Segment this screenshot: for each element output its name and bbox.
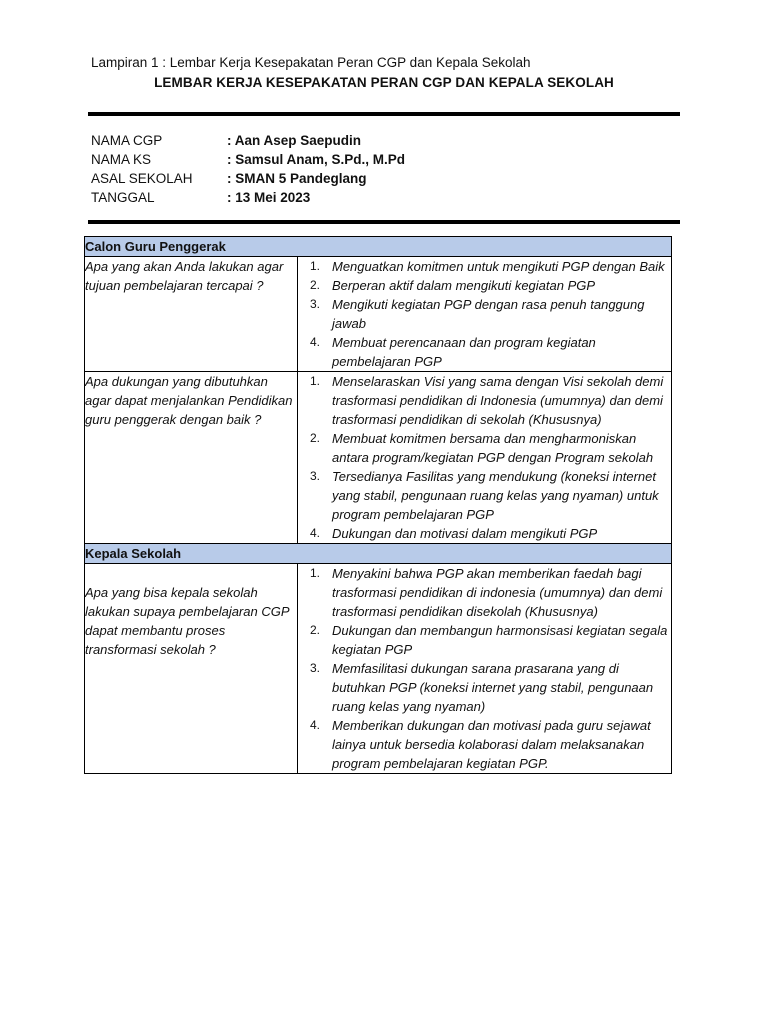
list-item: 3. Memfasilitasi dukungan sarana prasarana yang di butuhkan PGP (koneksi internet yang stabil, pengunaan ruang kelas yang nyaman) xyxy=(298,659,671,716)
list-item: 4. Dukungan dan motivasi dalam mengikuti PGP xyxy=(298,524,671,543)
list-item: 3. Mengikuti kegiatan PGP dengan rasa penuh tanggung jawab xyxy=(298,295,671,333)
answer-text: Memfasilitasi dukungan sarana prasarana yang di butuhkan PGP (koneksi internet yang stabil, pengunaan ruang kelas yang nyaman) xyxy=(332,661,654,714)
info-value: : SMAN 5 Pandeglang xyxy=(227,169,367,188)
list-item: 1. Menguatkan komitmen untuk mengikuti PGP dengan Baik xyxy=(298,257,671,276)
info-row-tanggal xyxy=(91,188,405,207)
list-item: 3. Tersedianya Fasilitas yang mendukung (koneksi internet yang stabil, pengunaan ruang kelas yang nyaman) untuk program pembelajaran PGP xyxy=(298,467,671,524)
answer-text: Mengikuti kegiatan PGP dengan rasa penuh tanggung jawab xyxy=(332,297,645,331)
list-item: 4. Membuat perencanaan dan program kegiatan pembelajaran PGP xyxy=(298,333,671,371)
info-value: : Samsul Anam, S.Pd., M.Pd xyxy=(227,150,405,169)
list-item: 2. Berperan aktif dalam mengikuti kegiatan PGP xyxy=(298,276,671,295)
answer-text: Membuat perencanaan dan program kegiatan pembelajaran PGP xyxy=(332,335,596,369)
info-value: : 13 Mei 2023 xyxy=(227,188,310,207)
info-label: TANGGAL xyxy=(91,190,155,205)
answer-text: Berperan aktif dalam mengikuti kegiatan PGP xyxy=(332,278,596,293)
question-cell: Apa yang bisa kepala sekolah lakukan supaya pembelajaran CGP dapat membantu proses transformasi sekolah ? xyxy=(85,564,298,774)
answer-text: Tersedianya Fasilitas yang mendukung (koneksi internet yang stabil, pengunaan ruang kelas yang nyaman) untuk program pembelajaran PGP xyxy=(332,469,659,522)
table-row xyxy=(85,372,672,544)
section-header-row xyxy=(85,544,672,564)
answer-text: Menguatkan komitmen untuk mengikuti PGP dengan Baik xyxy=(332,259,665,274)
answer-text: Menyakini bahwa PGP akan memberikan faedah bagi trasformasi pendidikan di indonesia (umumnya) dan demi trasformasi pendidikan disekolah (Khususnya) xyxy=(332,566,663,619)
identity-block xyxy=(91,131,405,207)
agreement-table xyxy=(84,236,672,774)
info-value: : Aan Asep Saepudin xyxy=(227,131,361,150)
answer-text: Dukungan dan motivasi dalam mengikuti PGP xyxy=(332,526,598,541)
info-label: ASAL SEKOLAH xyxy=(91,171,193,186)
answer-text: Memberikan dukungan dan motivasi pada guru sejawat lainya untuk bersedia kolaborasi dalam melaksanakan program pembelajaran kegiatan PGP. xyxy=(332,718,651,771)
table-row xyxy=(85,564,672,774)
question-cell: Apa dukungan yang dibutuhkan agar dapat menjalankan Pendidikan guru penggerak dengan baik ? xyxy=(85,372,298,544)
section-heading-kepala-sekolah: Kepala Sekolah xyxy=(85,544,672,564)
section-heading-cgp: Calon Guru Penggerak xyxy=(85,237,672,257)
info-row-nama-cgp xyxy=(91,131,405,150)
info-label: NAMA CGP xyxy=(91,133,163,148)
list-item: 1. Menyakini bahwa PGP akan memberikan faedah bagi trasformasi pendidikan di indonesia (umumnya) dan demi trasformasi pendidikan disekolah (Khususnya) xyxy=(298,564,671,621)
info-label: NAMA KS xyxy=(91,152,152,167)
answer-list xyxy=(298,257,671,371)
question-cell: Apa yang akan Anda lakukan agar tujuan pembelajaran tercapai ? xyxy=(85,257,298,372)
list-item: 2. Dukungan dan membangun harmonsisasi kegiatan segala kegiatan PGP xyxy=(298,621,671,659)
answer-text: Dukungan dan membangun harmonsisasi kegiatan segala kegiatan PGP xyxy=(332,623,668,657)
top-divider xyxy=(88,112,680,116)
list-item: 1. Menselaraskan Visi yang sama dengan Visi sekolah demi trasformasi pendidikan di Indonesia (umumnya) dan demi trasformasi pendidikan di sekolah (Khususnya) xyxy=(298,372,671,429)
table-row xyxy=(85,257,672,372)
attachment-caption: Lampiran 1 : Lembar Kerja Kesepakatan Peran CGP dan Kepala Sekolah xyxy=(91,55,531,70)
answer-list xyxy=(298,564,671,773)
answer-cell xyxy=(298,564,672,774)
list-item: 2. Membuat komitmen bersama dan mengharmoniskan antara program/kegiatan PGP dengan Program sekolah xyxy=(298,429,671,467)
list-item: 4. Memberikan dukungan dan motivasi pada guru sejawat lainya untuk bersedia kolaborasi dalam melaksanakan program pembelajaran kegiatan PGP. xyxy=(298,716,671,773)
answer-text: Menselaraskan Visi yang sama dengan Visi sekolah demi trasformasi pendidikan di Indonesia (umumnya) dan demi trasformasi pendidikan di sekolah (Khususnya) xyxy=(332,374,664,427)
answer-list xyxy=(298,372,671,543)
answer-cell xyxy=(298,372,672,544)
document-title: LEMBAR KERJA KESEPAKATAN PERAN CGP DAN KEPALA SEKOLAH xyxy=(154,75,614,90)
info-row-nama-ks xyxy=(91,150,405,169)
answer-text: Membuat komitmen bersama dan mengharmoniskan antara program/kegiatan PGP dengan Program sekolah xyxy=(332,431,654,465)
bottom-divider xyxy=(88,220,680,224)
answer-cell xyxy=(298,257,672,372)
info-row-asal-sekolah xyxy=(91,169,405,188)
section-header-row xyxy=(85,237,672,257)
